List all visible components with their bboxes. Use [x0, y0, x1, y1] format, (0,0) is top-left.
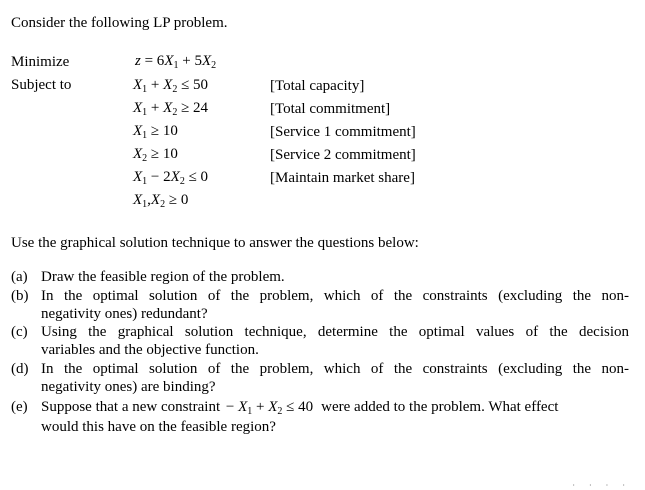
minus-two: − 2 [147, 169, 171, 185]
var-x: X [238, 399, 248, 415]
var-x: X [150, 192, 161, 208]
var-x: X [133, 77, 143, 93]
question-d-line2: negativity ones) are binding? [41, 379, 216, 395]
var-x: X [133, 123, 143, 139]
question-e-post: were added to the problem. What effect [321, 399, 559, 415]
question-b-line1: In the optimal solution of the problem, which of the constraints (excluding the non- [41, 288, 629, 304]
var-x: X [133, 100, 143, 116]
constraint-service-1 [133, 122, 178, 140]
var-x: X [268, 399, 278, 415]
var-x: X [133, 146, 143, 162]
question-c-line1: Using the graphical solution technique, determine the optimal values of the decision [41, 324, 629, 340]
question-e-line1 [41, 398, 558, 416]
constraint-service-2 [133, 145, 178, 163]
sub-2: 2 [179, 176, 185, 187]
objective-eq: = 6 [140, 53, 165, 69]
sub-1: 1 [142, 107, 148, 118]
sub-1: 1 [247, 406, 253, 417]
comma: , [147, 192, 151, 208]
constraint-rhs: ≤ 0 [184, 169, 209, 185]
minimize-label: Minimize [11, 54, 70, 70]
sub-1: 1 [142, 84, 148, 95]
question-a-line1: Draw the feasible region of the problem. [41, 269, 285, 285]
sub-2: 2 [172, 84, 178, 95]
plus-sign: + [147, 77, 164, 93]
constraint-nonnegativity [133, 191, 188, 209]
question-d-label: (d) [11, 361, 29, 377]
question-e-pre: Suppose that a new constraint [41, 399, 221, 415]
var-x: X [133, 192, 143, 208]
sub-1: 1 [142, 199, 148, 210]
constraint-name-market-share: [Maintain market share] [270, 170, 415, 186]
question-e-line2: would this have on the feasible region? [41, 419, 276, 435]
constraint-rhs: ≥ 0 [165, 192, 189, 208]
objective-function [135, 52, 216, 70]
constraint-rhs: ≤ 40 [282, 399, 314, 415]
sub-2: 2 [277, 406, 283, 417]
page-number-mark: · · · · [572, 481, 631, 490]
constraint-rhs: ≥ 10 [147, 123, 178, 139]
question-c-line2: variables and the objective function. [41, 342, 259, 358]
constraint-total-capacity [133, 76, 208, 94]
question-e-math [222, 399, 313, 415]
var-x: X [163, 100, 173, 116]
var-x: X [163, 77, 173, 93]
constraint-name-service-2: [Service 2 commitment] [270, 147, 416, 163]
objective-var2: X [201, 53, 212, 69]
objective-sub1: 1 [173, 60, 179, 71]
objective-plus: + 5 [178, 53, 202, 69]
question-b-line2: negativity ones) redundant? [41, 306, 208, 322]
minus-sign: − [222, 399, 239, 415]
instruction-text: Use the graphical solution technique to answer the questions below: [11, 235, 419, 251]
var-x: X [170, 169, 180, 185]
var-x: X [133, 169, 143, 185]
objective-var1: X [164, 53, 174, 69]
sub-1: 1 [142, 176, 148, 187]
constraint-name-total-commitment: [Total commitment] [270, 101, 391, 117]
constraint-total-commitment [133, 99, 208, 117]
plus-sign: + [147, 100, 164, 116]
question-d-line1: In the optimal solution of the problem, which of the constraints (excluding the non- [41, 361, 629, 377]
question-a-label: (a) [11, 269, 28, 285]
intro-text: Consider the following LP problem. [11, 15, 228, 31]
objective-sub2: 2 [211, 60, 217, 71]
objective-lhs: z [135, 53, 141, 69]
constraint-rhs: ≥ 10 [147, 146, 178, 162]
plus-sign: + [252, 399, 269, 415]
constraint-name-total-capacity: [Total capacity] [270, 78, 365, 94]
constraint-rhs: ≤ 50 [177, 77, 209, 93]
subject-to-label: Subject to [11, 77, 72, 93]
constraint-rhs: ≥ 24 [177, 100, 209, 116]
constraint-name-service-1: [Service 1 commitment] [270, 124, 416, 140]
sub-2: 2 [142, 153, 148, 164]
question-b-label: (b) [11, 288, 29, 304]
sub-2: 2 [172, 107, 178, 118]
question-e-label: (e) [11, 399, 28, 415]
question-c-label: (c) [11, 324, 28, 340]
sub-1: 1 [142, 130, 148, 141]
sub-2: 2 [160, 199, 166, 210]
constraint-market-share [133, 168, 208, 186]
